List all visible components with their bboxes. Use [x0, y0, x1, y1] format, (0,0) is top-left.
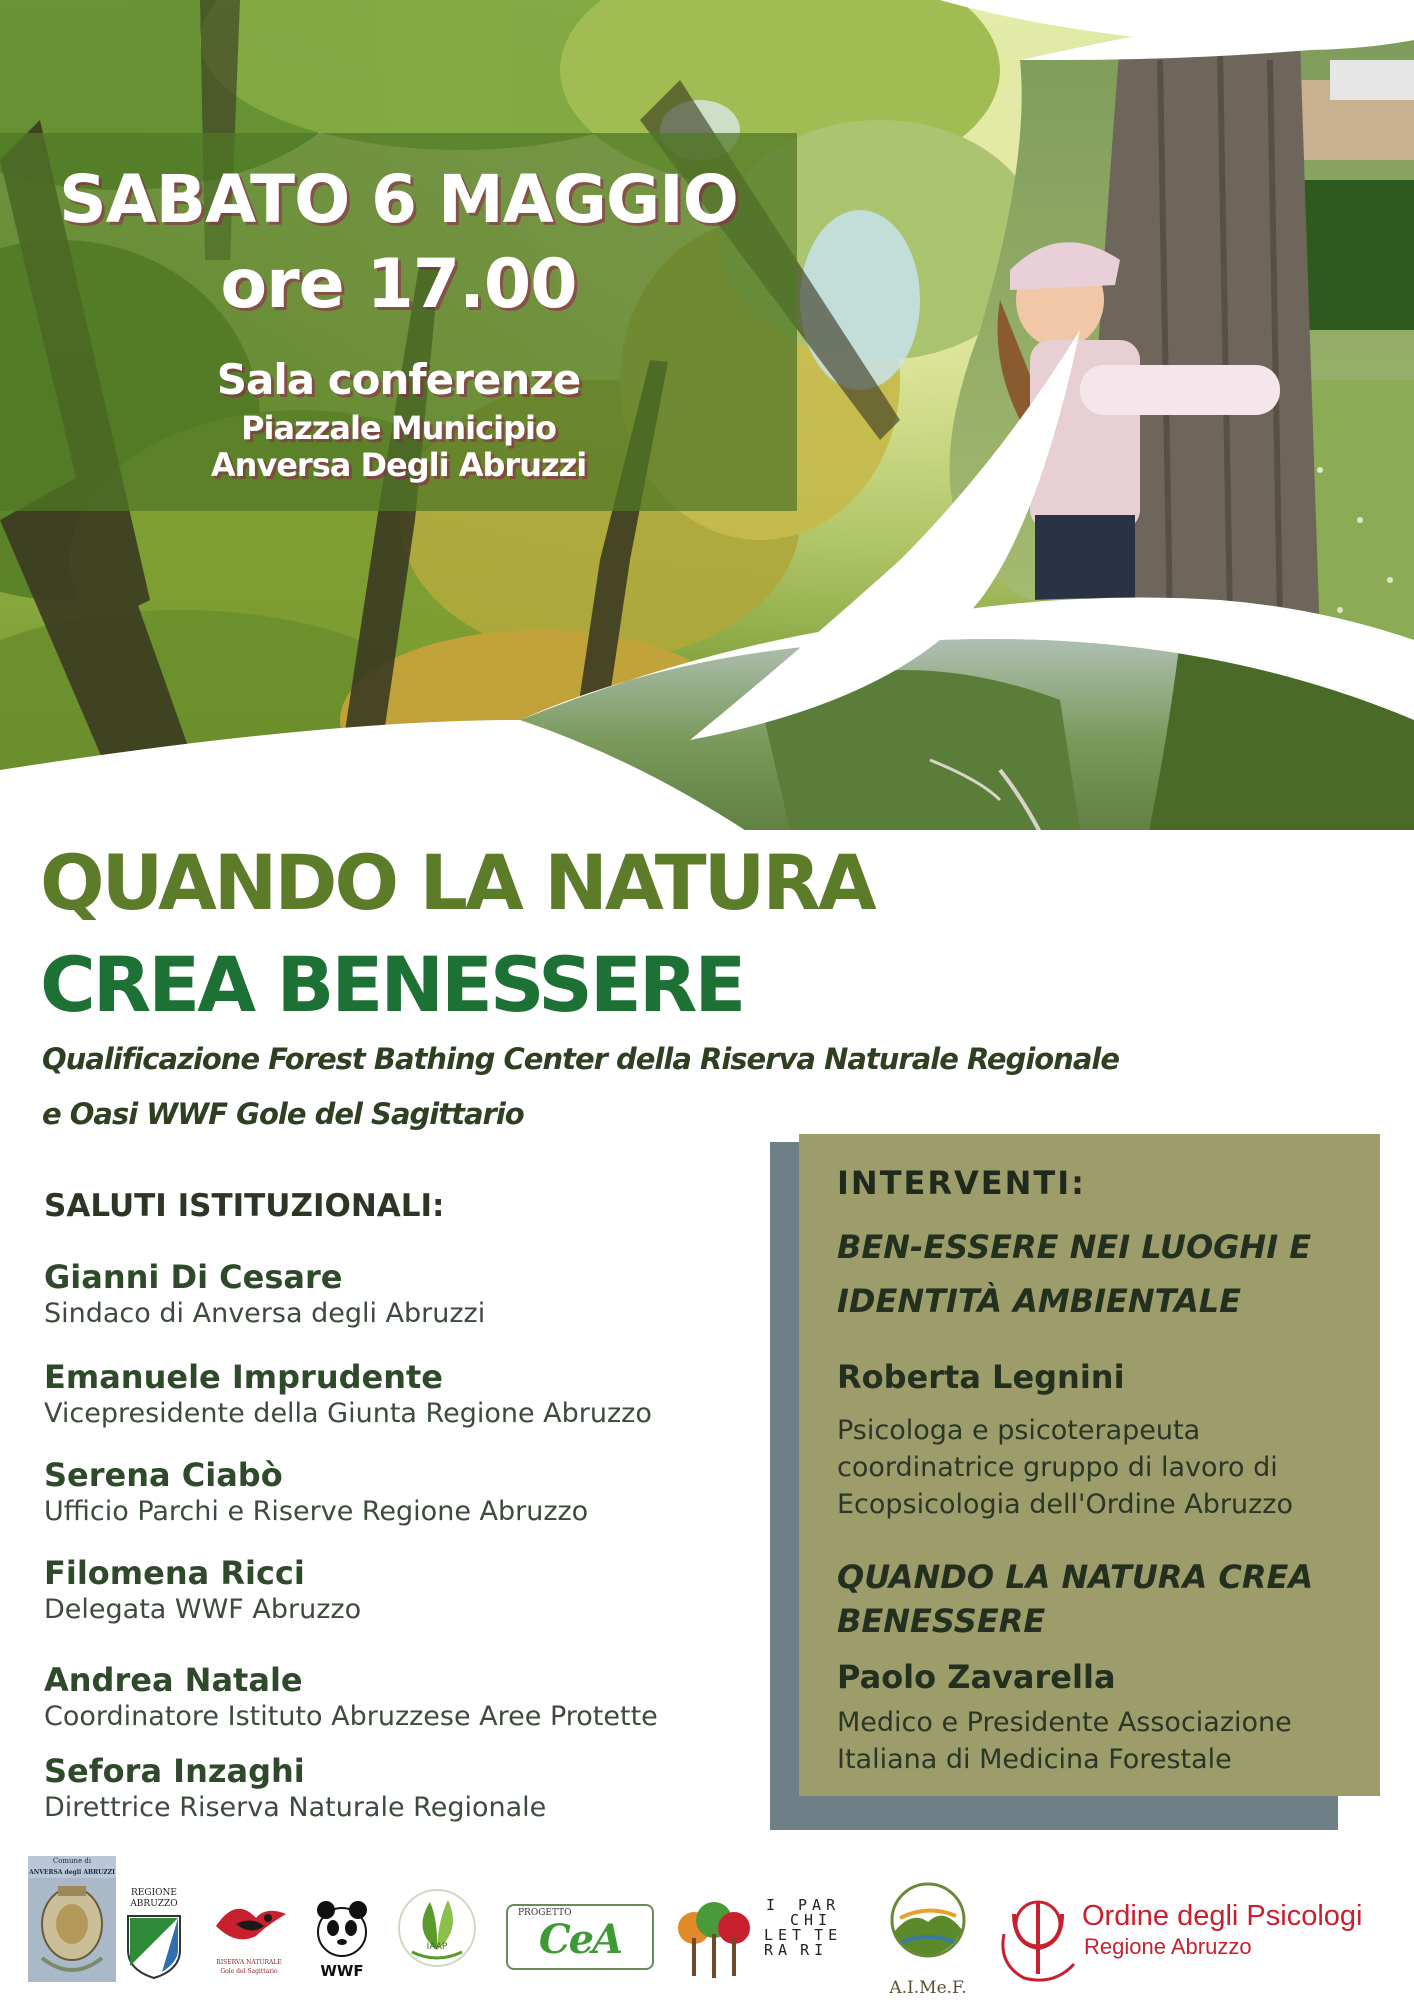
speaker-entry: [44, 1456, 588, 1527]
psi-icon: [994, 1894, 1086, 1984]
aimef-label: A.I.Me.F.: [889, 1978, 967, 1998]
event-date: SABATO 6 MAGGIO: [59, 161, 738, 238]
talk-speaker: Paolo Zavarella: [837, 1658, 1116, 1696]
person-role: Vicepresidente della Giunta Regione Abruzzo: [44, 1398, 652, 1429]
talk-topic: BENESSERE: [837, 1602, 1046, 1640]
interventi-heading: INTERVENTI:: [837, 1164, 1086, 1202]
coat-of-arms-icon: [28, 1878, 116, 1982]
regione-shield-icon: [122, 1910, 186, 1980]
title-line-1: QUANDO LA NATURA: [40, 838, 874, 927]
aimef-logo: [872, 1880, 984, 1998]
event-time: ore 17.00: [220, 245, 577, 324]
subtitle-line-2: e Oasi WWF Gole del Sagittario: [42, 1097, 524, 1131]
comune-label-1: Comune di: [52, 1857, 92, 1865]
title-line-2: CREA BENESSERE: [40, 940, 744, 1029]
talk-speaker: Roberta Legnini: [837, 1358, 1125, 1396]
regione-label-2: ABRUZZO: [130, 1899, 178, 1909]
pl-text-2: PAR: [798, 1896, 841, 1914]
cea-logo: [506, 1904, 654, 1970]
cea-label: CeA: [538, 1916, 622, 1963]
pl-text-5: TE: [814, 1926, 843, 1944]
person-name: Andrea Natale: [44, 1661, 303, 1699]
speaker-entry: [44, 1554, 361, 1625]
pl-text-3: CHI: [790, 1911, 833, 1929]
person-name: Emanuele Imprudente: [44, 1358, 443, 1396]
ordine-logo: [994, 1894, 1388, 1984]
riserva-label-1: RISERVA NATURALE: [216, 1959, 282, 1966]
cea-progetto-label: PROGETTO: [518, 1908, 572, 1918]
wwf-label: WWF: [320, 1962, 364, 1980]
riserva-label-2: Gole del Sagittario: [220, 1968, 278, 1975]
person-role: Delegata WWF Abruzzo: [44, 1594, 362, 1625]
speaker-entry: [44, 1258, 485, 1329]
event-venue: Sala conferenze: [216, 355, 581, 404]
talk-desc: Italiana di Medicina Forestale: [837, 1744, 1232, 1775]
comune-logo: [28, 1856, 116, 1984]
landscape-circle-icon: [872, 1880, 984, 1960]
speaker-entry: [44, 1661, 658, 1732]
pl-text-1: I: [766, 1896, 781, 1914]
event-address-2: Anversa Degli Abruzzi: [210, 446, 587, 484]
iaap-logo: [392, 1880, 482, 1984]
person-name: Sefora Inzaghi: [44, 1752, 305, 1790]
talk-desc: coordinatrice gruppo di lavoro di: [837, 1452, 1278, 1483]
talk-desc: Medico e Presidente Associazione: [837, 1707, 1292, 1738]
ordine-label-2: Regione Abruzzo: [1084, 1934, 1252, 1959]
parchi-letterari-logo: [674, 1898, 854, 1988]
person-name: Serena Ciabò: [44, 1456, 283, 1494]
panda-icon: [312, 1896, 372, 1958]
pl-text-7: RI: [800, 1941, 829, 1959]
wwf-logo: [312, 1896, 372, 1986]
regione-logo: [122, 1888, 186, 1984]
ordine-label-1: Ordine degli Psicologi: [1082, 1900, 1363, 1932]
person-role: Coordinatore Istituto Abruzzese Aree Protette: [44, 1701, 658, 1732]
sponsor-logos: [0, 1840, 1414, 2000]
event-info-box: [0, 133, 797, 511]
comune-label-2: ANVERSA degli ABRUZZI: [29, 1869, 115, 1876]
bird-icon: [206, 1896, 292, 1954]
riserva-logo: [206, 1896, 292, 1986]
subtitle-line-1: Qualificazione Forest Bathing Center della Riserva Naturale Regionale: [42, 1042, 1120, 1076]
pl-text-6: RA: [764, 1941, 793, 1959]
talk-topic: IDENTITÀ AMBIENTALE: [837, 1282, 1241, 1320]
saluti-heading: SALUTI ISTITUZIONALI:: [44, 1188, 445, 1224]
person-name: Gianni Di Cesare: [44, 1258, 343, 1296]
leaf-icon: [392, 1880, 482, 1970]
interventi-box: [799, 1134, 1380, 1796]
speaker-entry: [44, 1358, 652, 1429]
regione-label-1: REGIONE: [131, 1888, 177, 1898]
speaker-entry: [44, 1752, 546, 1823]
talk-topic: QUANDO LA NATURA CREA: [837, 1558, 1314, 1596]
person-role: Direttrice Riserva Naturale Regionale: [44, 1792, 547, 1823]
person-role: Ufficio Parchi e Riserve Regione Abruzzo: [44, 1496, 589, 1527]
pl-text-4: LET: [764, 1926, 807, 1944]
talk-topic: BEN-ESSERE NEI LUOGHI E: [837, 1228, 1312, 1266]
event-address-1: Piazzale Municipio: [241, 409, 556, 447]
iaap-label: IAAP: [426, 1942, 448, 1952]
trees-icon: [674, 1898, 754, 1984]
talk-desc: Ecopsicologia dell'Ordine Abruzzo: [837, 1489, 1293, 1520]
talk-desc: Psicologa e psicoterapeuta: [837, 1415, 1201, 1446]
person-name: Filomena Ricci: [44, 1554, 305, 1592]
person-role: Sindaco di Anversa degli Abruzzi: [44, 1298, 486, 1329]
